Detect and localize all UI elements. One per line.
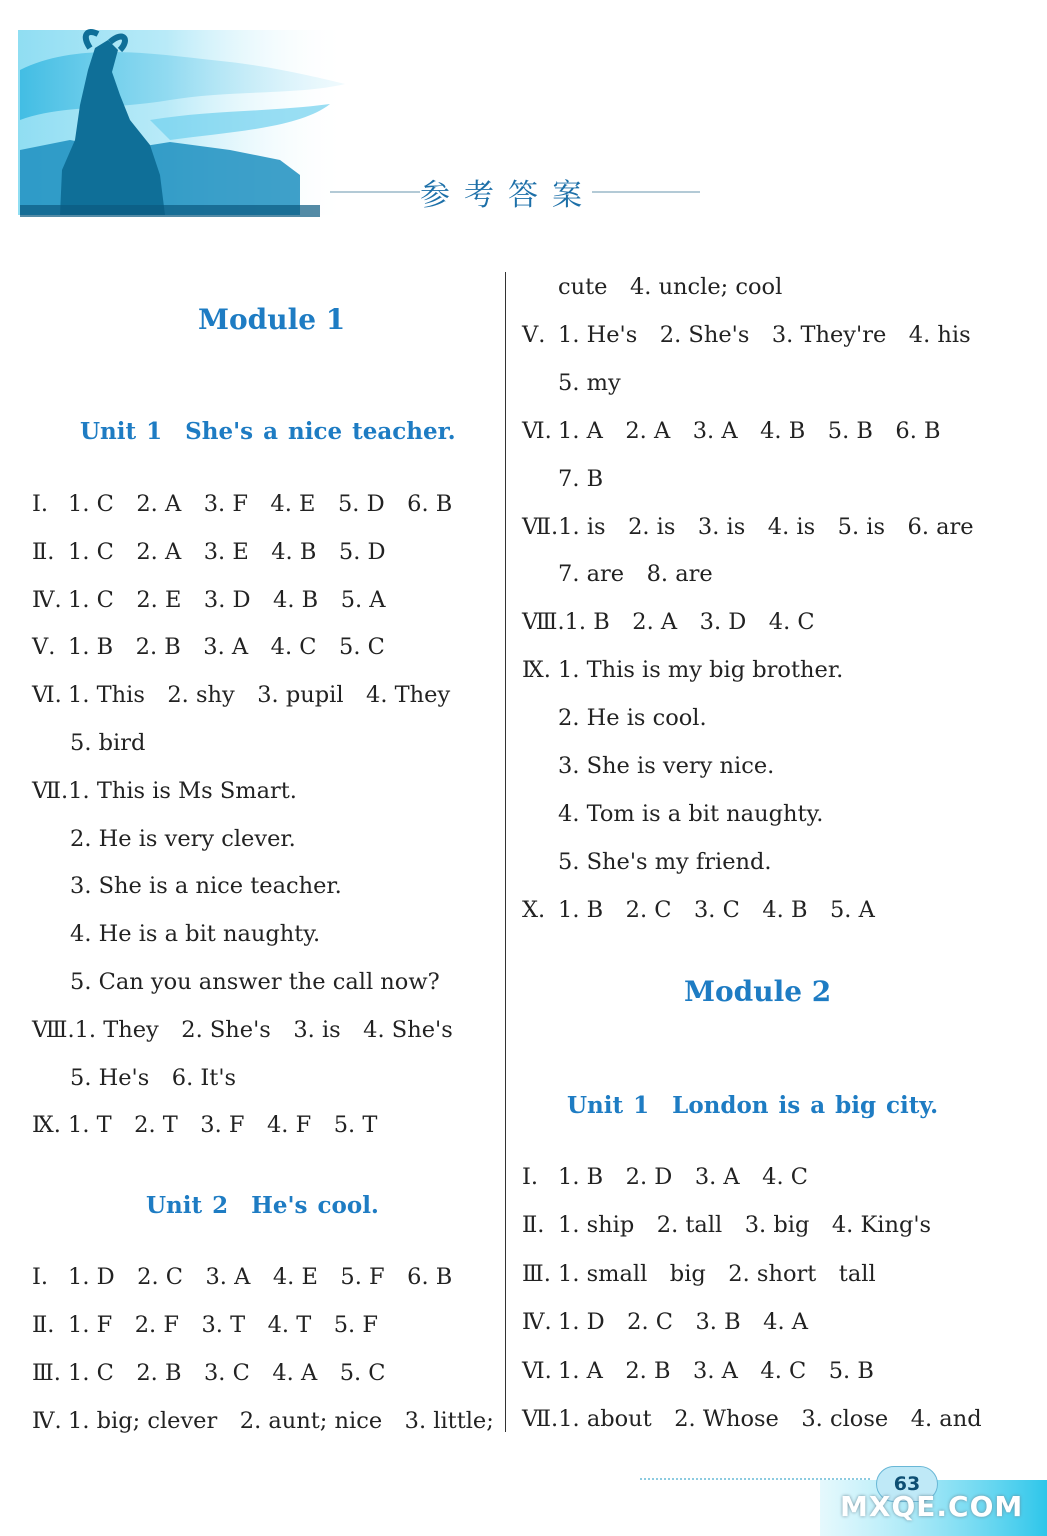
section-numeral: Ⅸ. [522,657,551,684]
section-numeral: Ⅲ. [522,1260,551,1287]
answer-text: 1. They 2. She's 3. is 4. She's [74,1016,453,1043]
answer-line [558,263,782,311]
answer-text: 1. A 2. B 3. A 4. C 5. B [558,1357,874,1384]
section-numeral: Ⅳ. [32,1408,62,1434]
answer-line [70,719,145,767]
module-1-title: Module 1 [198,303,346,336]
answer-line [32,1349,386,1397]
answer-line [522,1347,874,1395]
answer-text: 1. This is my big brother. [558,657,844,684]
section-numeral: Ⅵ. [522,417,552,444]
answer-line [32,576,386,624]
answer-text: 1. B 2. B 3. A 4. C 5. C [68,634,385,661]
section-numeral: Ⅸ. [32,1112,61,1139]
answer-text: 1. B 2. C 3. C 4. B 5. A [558,896,875,923]
answer-line [522,503,974,551]
answer-line [32,1253,452,1301]
section-numeral: Ⅴ. [32,634,56,661]
answer-text: 5. He's 6. It's [70,1064,237,1091]
answer-line [558,790,823,838]
answer-text: 1. is 2. is 3. is 4. is 5. is 6. are [558,513,974,540]
section-numeral: Ⅰ. [32,1264,49,1290]
section-numeral: Ⅵ. [522,1357,552,1384]
answer-text: 1. T 2. T 3. F 4. F 5. T [68,1112,378,1139]
guangzhou-ram-statue-illustration [0,0,720,225]
section-numeral: Ⅵ. [32,682,62,709]
footer-dotted-rule [640,1478,870,1480]
answer-line [522,311,971,359]
answer-line [522,886,875,934]
answer-line [70,910,320,958]
answer-line [558,838,772,886]
section-numeral: Ⅱ. [32,1312,55,1338]
module-1-unit-1-title: Unit 1 She's a nice teacher. [80,418,456,445]
answer-text: 3. She is very nice. [558,753,775,779]
section-numeral: Ⅶ. [522,513,559,540]
answer-line [558,359,621,407]
column-divider [505,272,506,1432]
answer-line [558,455,603,503]
answer-line [32,1006,453,1054]
answer-text: 1. B 2. D 3. A 4. C [558,1164,809,1190]
answer-line [32,1397,494,1445]
section-numeral: Ⅱ. [32,538,55,565]
site-watermark: MXQE.COM [840,1490,1024,1523]
page-header [0,0,1047,230]
section-numeral: Ⅷ. [522,609,565,636]
answer-line [32,480,452,528]
answer-text: 1. C 2. B 3. C 4. A 5. C [68,1360,386,1386]
answer-text: 4. He is a bit naughty. [70,921,321,948]
answer-text: 4. Tom is a bit naughty. [558,800,824,827]
answer-line [522,598,815,646]
answer-line [70,1054,236,1102]
section-numeral: Ⅲ. [32,1360,61,1386]
page-title: 参考答案 [420,178,596,213]
answer-text: 1. He's 2. She's 3. They're 4. his [558,321,971,348]
answer-line [32,671,450,719]
module-1-unit-2-title: Unit 2 He's cool. [146,1192,379,1219]
section-numeral: Ⅱ. [522,1212,545,1239]
answer-text: 1. C 2. A 3. F 4. E 5. D 6. B [68,491,453,517]
answer-text: 2. He is cool. [558,705,707,732]
module-2-title: Module 2 [684,975,832,1008]
answer-line [558,550,713,598]
section-numeral: Ⅶ. [32,777,69,804]
section-numeral: Ⅷ. [32,1016,75,1043]
answer-text: 1. ship 2. tall 3. big 4. King's [558,1212,932,1239]
answer-line [32,767,297,815]
answer-line [32,1101,377,1149]
answer-line [32,1301,378,1349]
answer-line [558,742,774,790]
answer-line [70,815,296,863]
answer-text: 1. C 2. A 3. E 4. B 5. D [68,538,386,565]
answer-line [522,646,843,694]
answer-line [70,958,440,1006]
answer-line [522,1153,808,1201]
answer-line [522,407,941,455]
answer-line [522,1395,982,1443]
answer-text: 3. She is a nice teacher. [70,873,342,900]
section-numeral: Ⅰ. [32,491,49,517]
answer-line [32,528,386,576]
answer-text: 1. D 2. C 3. A 4. E 5. F 6. B [68,1264,453,1290]
answer-text: 1. small big 2. short tall [558,1260,876,1287]
answer-text: 5. bird [70,730,146,756]
answer-line [522,1250,876,1298]
section-numeral: Ⅴ. [522,321,546,348]
answer-text: cute 4. uncle; cool [558,274,783,300]
answer-text: 1. about 2. Whose 3. close 4. and [558,1406,982,1432]
answer-text: 7. are 8. are [558,561,713,588]
answer-text: 2. He is very clever. [70,825,296,852]
answer-text: 1. This is Ms Smart. [68,777,297,804]
section-numeral: Ⅳ. [32,586,62,613]
answer-text: 1. C 2. E 3. D 4. B 5. A [68,586,386,613]
answer-text: 5. my [558,369,621,396]
module-2-unit-1-title: Unit 1 London is a big city. [567,1092,939,1119]
answer-line [32,623,385,671]
answer-line [558,694,707,742]
section-numeral: Ⅹ. [522,896,546,923]
page-number: 63 [876,1466,938,1502]
answer-text: 1. D 2. C 3. B 4. A [558,1309,809,1336]
answer-text: 5. Can you answer the call now? [70,969,440,995]
answer-text: 5. She's my friend. [558,848,772,875]
section-numeral: Ⅰ. [522,1164,539,1190]
section-numeral: Ⅳ. [522,1309,552,1336]
answer-text: 7. B [558,465,604,492]
answer-text: 1. This 2. shy 3. pupil 4. They [68,682,451,709]
answer-text: 1. F 2. F 3. T 4. T 5. F [68,1312,378,1338]
answer-line [70,862,342,910]
answer-line [522,1201,931,1249]
answer-text: 1. A 2. A 3. A 4. B 5. B 6. B [558,417,941,444]
section-numeral: Ⅶ. [522,1406,559,1432]
answer-text: 1. big; clever 2. aunt; nice 3. little; [68,1408,494,1434]
answer-line [522,1298,808,1346]
answer-text: 1. B 2. A 3. D 4. C [564,609,815,636]
